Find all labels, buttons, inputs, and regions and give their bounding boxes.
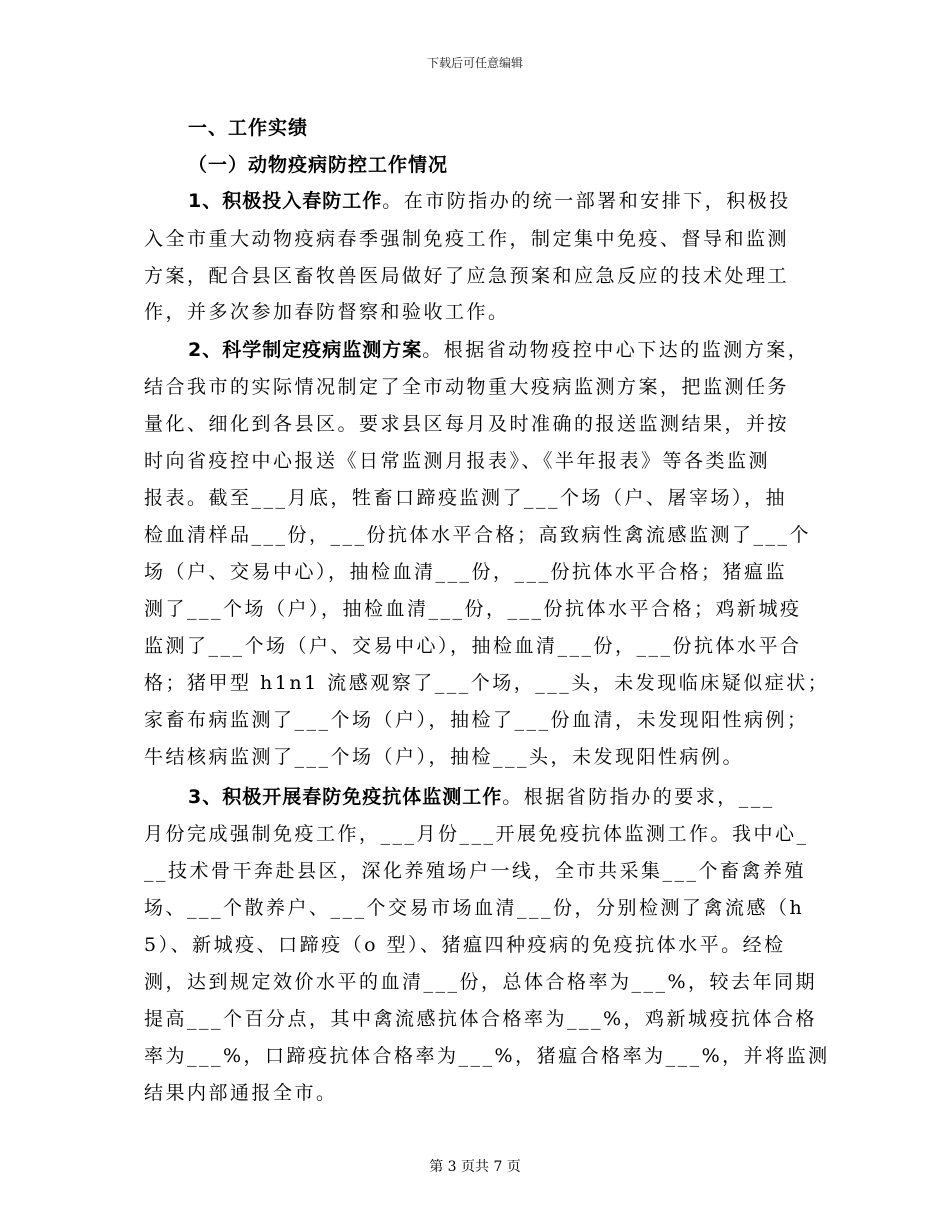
page-footer: 第 3 页共 7 页 <box>429 1159 521 1175</box>
paragraph-3-line: 测，达到规定效价水平的血清___份，总体合格率为___%，较去年同期 <box>144 971 818 993</box>
paragraph-3-line: 月份完成强制免疫工作，___月份___开展免疫抗体监测工作。我中心_ <box>144 823 809 845</box>
paragraph-2-line: 量化、细化到各县区。要求县区每月及时准确的报送监测结果，并按 <box>144 413 790 435</box>
paragraph-3-line: 场、___个散养户、___个交易市场血清___份，分别检测了禽流感（h <box>144 897 805 919</box>
paragraph-3-first-text: 。根据省防指办的要求，___ <box>502 786 775 808</box>
paragraph-2-line: 格；猪甲型 h1n1 流感观察了___个场，___头，未发现临床疑似症状； <box>144 672 830 694</box>
paragraph-2-line: 检血清样品___份，___份抗体水平合格；高致病性禽流感监测了___个 <box>144 524 812 546</box>
page-header: 下载后可任意编辑 <box>426 56 523 70</box>
paragraph-3-line: 5）、新城疫、口蹄疫（o 型）、猪瘟四种疫病的免疫抗体水平。经检 <box>144 934 786 956</box>
paragraph-2-line: 时向省疫控中心报送《日常监测月报表》、《半年报表》等各类监测 <box>144 450 771 472</box>
paragraph-1-line: 方案，配合县区畜牧兽医局做好了应急预案和应急反应的技术处理工 <box>144 265 790 287</box>
section-heading: 一、工作实绩 <box>188 117 309 139</box>
paragraph-3-line: 提高___个百分点，其中禽流感抗体合格率为___%，鸡新城疫抗体合格 <box>144 1008 818 1030</box>
paragraph-1-first-text: 。在市防指办的统一部署和安排下，积极投 <box>382 190 791 212</box>
paragraph-2-lead: 2、科学制定疫病监测方案 <box>188 339 423 361</box>
paragraph-2-first-text: 。根据省动物疫控中心下达的监测方案， <box>422 339 810 361</box>
paragraph-3-line: 结果内部通报全市。 <box>144 1082 338 1104</box>
paragraph-3-lead: 3、积极开展春防免疫抗体监测工作 <box>188 786 503 808</box>
paragraph-3-line: __技术骨干奔赴县区，深化养殖场户一线，全市共采集___个畜禽养殖 <box>144 860 807 882</box>
paragraph-3-line: 率为___%，口蹄疫抗体合格率为___%，猪瘟合格率为___%，并将监测 <box>144 1045 830 1067</box>
paragraph-1-line: 入全市重大动物疫病春季强制免疫工作，制定集中免疫、督导和监测 <box>144 228 790 250</box>
paragraph-2-line: 结合我市的实际情况制定了全市动物重大疫病监测方案，把监测任务 <box>144 376 790 398</box>
paragraph-2-line: 牛结核病监测了___个场（户），抽检___头，未发现阳性病例。 <box>144 746 745 768</box>
paragraph-2-line: 家畜布病监测了___个场（户），抽检了___份血清，未发现阳性病例； <box>144 709 809 731</box>
paragraph-2-line: 监测了___个场（户、交易中心），抽检血清___份，___份抗体水平合 <box>144 635 802 657</box>
subsection-heading: （一）动物疫病防控工作情况 <box>188 154 449 176</box>
paragraph-3-first-line <box>188 785 775 809</box>
paragraph-1-first-line <box>188 189 791 213</box>
paragraph-2-line: 测了___个场（户），抽检血清___份，___份抗体水平合格；鸡新城疫 <box>144 598 802 620</box>
paragraph-1-lead: 1、积极投入春防工作 <box>188 190 383 212</box>
paragraph-2-first-line <box>188 338 809 362</box>
paragraph-1-line: 作，并多次参加春防督察和验收工作。 <box>144 301 510 323</box>
paragraph-2-line: 报表。截至___月底，牲畜口蹄疫监测了___个场（户、屠宰场），抽 <box>144 487 788 509</box>
paragraph-2-line: 场（户、交易中心），抽检血清___份，___份抗体水平合格；猪瘟监 <box>144 561 788 583</box>
